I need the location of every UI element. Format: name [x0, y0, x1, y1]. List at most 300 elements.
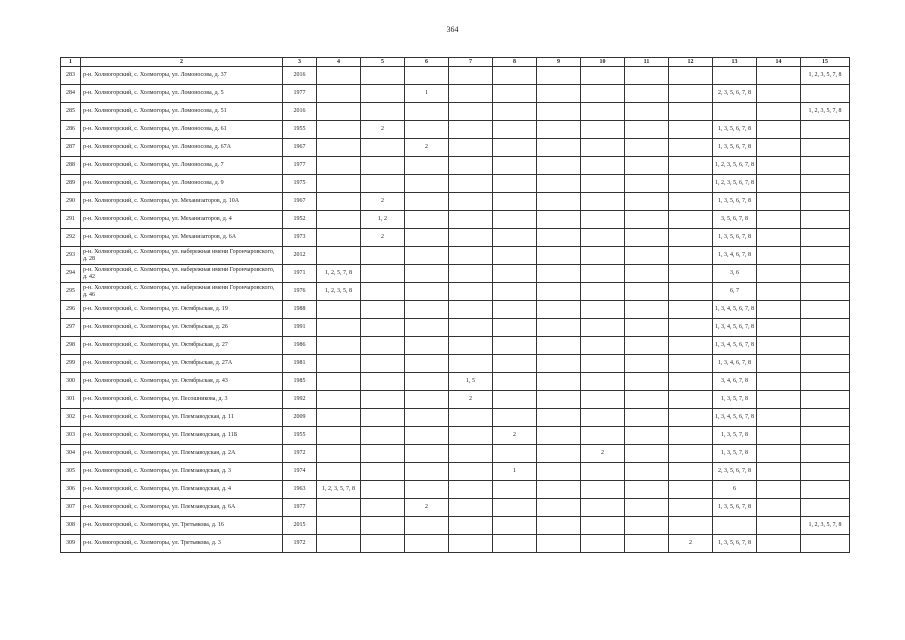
table-row — [61, 337, 850, 355]
table-cell-col-8 — [493, 247, 537, 265]
table-cell-col-1: 286 — [61, 121, 81, 139]
table-cell-col-7 — [449, 283, 493, 301]
table-cell-col-2: р-н. Холмогорский, с. Холмогоры, ул. Ломоносова, д. 7 — [81, 157, 283, 175]
table-cell-col-12 — [669, 211, 713, 229]
column-header-7: 7 — [449, 58, 493, 67]
table-cell-col-5 — [361, 247, 405, 265]
table-cell-col-11 — [625, 175, 669, 193]
table-cell-col-12 — [669, 427, 713, 445]
table-cell-col-8 — [493, 193, 537, 211]
table-cell-col-6 — [405, 175, 449, 193]
table-cell-col-7 — [449, 175, 493, 193]
table-cell-col-10 — [581, 481, 625, 499]
table-cell-col-7 — [449, 157, 493, 175]
table-cell-col-4 — [317, 103, 361, 121]
table-cell-col-11 — [625, 481, 669, 499]
table-cell-col-2: р-н. Холмогорский, с. Холмогоры, ул. Племзаводская, д. 4 — [81, 481, 283, 499]
table-cell-col-9 — [537, 445, 581, 463]
table-cell-col-1: 303 — [61, 427, 81, 445]
table-cell-col-14 — [757, 445, 801, 463]
table-cell-col-15 — [801, 247, 850, 265]
table-cell-col-7: 2 — [449, 391, 493, 409]
table-cell-col-15 — [801, 319, 850, 337]
table-cell-col-7 — [449, 355, 493, 373]
table-cell-col-7 — [449, 139, 493, 157]
table-cell-col-6 — [405, 481, 449, 499]
table-cell-col-12 — [669, 445, 713, 463]
table-cell-col-10 — [581, 283, 625, 301]
table-cell-col-10 — [581, 319, 625, 337]
table-cell-col-4 — [317, 427, 361, 445]
table-cell-col-13: 1, 3, 5, 6, 7, 8 — [713, 193, 757, 211]
table-cell-col-12 — [669, 139, 713, 157]
table-cell-col-4 — [317, 373, 361, 391]
table-row — [61, 139, 850, 157]
table-cell-col-11 — [625, 301, 669, 319]
table-cell-col-13: 1, 2, 3, 5, 6, 7, 8 — [713, 175, 757, 193]
table-cell-col-12 — [669, 121, 713, 139]
table-cell-col-4 — [317, 175, 361, 193]
table-cell-col-5 — [361, 157, 405, 175]
table-cell-col-15 — [801, 193, 850, 211]
table-cell-col-10 — [581, 103, 625, 121]
table-cell-col-13: 6, 7 — [713, 283, 757, 301]
table-cell-col-1: 299 — [61, 355, 81, 373]
table-cell-col-9 — [537, 175, 581, 193]
table-cell-col-7 — [449, 499, 493, 517]
table-cell-col-14 — [757, 427, 801, 445]
table-cell-col-5 — [361, 427, 405, 445]
table-cell-col-14 — [757, 139, 801, 157]
table-cell-col-12 — [669, 67, 713, 85]
table-cell-col-13: 3, 6 — [713, 265, 757, 283]
table-cell-col-11 — [625, 103, 669, 121]
table-cell-col-6 — [405, 445, 449, 463]
table-cell-col-10 — [581, 427, 625, 445]
table-cell-col-1: 290 — [61, 193, 81, 211]
table-cell-col-13 — [713, 67, 757, 85]
table-cell-col-15 — [801, 445, 850, 463]
table-cell-col-14 — [757, 481, 801, 499]
column-header-5: 5 — [361, 58, 405, 67]
table-cell-col-9 — [537, 67, 581, 85]
table-cell-col-14 — [757, 337, 801, 355]
table-cell-col-7 — [449, 517, 493, 535]
table-cell-col-4 — [317, 247, 361, 265]
table-row — [61, 535, 850, 553]
table-cell-col-5: 2 — [361, 121, 405, 139]
table-cell-col-14 — [757, 157, 801, 175]
table-cell-col-11 — [625, 391, 669, 409]
table-cell-col-8 — [493, 103, 537, 121]
table-cell-col-10 — [581, 535, 625, 553]
table-cell-col-7 — [449, 427, 493, 445]
column-header-9: 9 — [537, 58, 581, 67]
table-cell-col-2: р-н. Холмогорский, с. Холмогоры, ул. Механизаторов, д. 4 — [81, 211, 283, 229]
table-cell-col-3: 1955 — [283, 427, 317, 445]
table-cell-col-8 — [493, 535, 537, 553]
table-cell-col-3: 1973 — [283, 229, 317, 247]
table-cell-col-14 — [757, 229, 801, 247]
table-cell-col-7 — [449, 409, 493, 427]
table-cell-col-4 — [317, 409, 361, 427]
table-cell-col-2: р-н. Холмогорский, с. Холмогоры, ул. Племзаводская, д. 3 — [81, 463, 283, 481]
table-cell-col-2: р-н. Холмогорский, с. Холмогоры, ул. Племзаводская, д. 2А — [81, 445, 283, 463]
table-cell-col-11 — [625, 247, 669, 265]
column-header-6: 6 — [405, 58, 449, 67]
table-cell-col-9 — [537, 211, 581, 229]
table-cell-col-14 — [757, 211, 801, 229]
table-cell-col-4 — [317, 85, 361, 103]
table-cell-col-9 — [537, 229, 581, 247]
table-cell-col-3: 2009 — [283, 409, 317, 427]
table-cell-col-11 — [625, 157, 669, 175]
table-cell-col-6 — [405, 517, 449, 535]
table-cell-col-11 — [625, 265, 669, 283]
table-cell-col-3: 1967 — [283, 139, 317, 157]
table-cell-col-14 — [757, 517, 801, 535]
table-cell-col-7 — [449, 445, 493, 463]
table-row — [61, 265, 850, 283]
table-cell-col-3: 1981 — [283, 355, 317, 373]
table-cell-col-10 — [581, 265, 625, 283]
table-cell-col-5 — [361, 337, 405, 355]
table-cell-col-15: 1, 2, 3, 5, 7, 8 — [801, 67, 850, 85]
table-cell-col-4 — [317, 121, 361, 139]
table-cell-col-1: 308 — [61, 517, 81, 535]
table-cell-col-9 — [537, 193, 581, 211]
table-cell-col-6 — [405, 103, 449, 121]
table-cell-col-10 — [581, 517, 625, 535]
table-cell-col-1: 294 — [61, 265, 81, 283]
table-cell-col-14 — [757, 301, 801, 319]
table-cell-col-10 — [581, 157, 625, 175]
table-cell-col-12 — [669, 157, 713, 175]
table-cell-col-15 — [801, 409, 850, 427]
table-cell-col-1: 305 — [61, 463, 81, 481]
table-cell-col-6 — [405, 391, 449, 409]
table-cell-col-7 — [449, 319, 493, 337]
table-cell-col-6 — [405, 67, 449, 85]
table-cell-col-15 — [801, 85, 850, 103]
table-cell-col-10 — [581, 337, 625, 355]
table-cell-col-5 — [361, 319, 405, 337]
table-cell-col-6 — [405, 373, 449, 391]
table-cell-col-5 — [361, 265, 405, 283]
table-cell-col-4 — [317, 193, 361, 211]
table-cell-col-8 — [493, 373, 537, 391]
table-cell-col-10 — [581, 499, 625, 517]
table-cell-col-10 — [581, 175, 625, 193]
table-cell-col-5 — [361, 301, 405, 319]
table-cell-col-15 — [801, 463, 850, 481]
table-cell-col-3: 1977 — [283, 499, 317, 517]
table-cell-col-3: 2012 — [283, 247, 317, 265]
table-cell-col-8 — [493, 211, 537, 229]
table-cell-col-10 — [581, 229, 625, 247]
table-row — [61, 283, 850, 301]
table-cell-col-1: 288 — [61, 157, 81, 175]
table-cell-col-4 — [317, 391, 361, 409]
table-cell-col-9 — [537, 337, 581, 355]
table-cell-col-4 — [317, 337, 361, 355]
table-row — [61, 67, 850, 85]
table-cell-col-2: р-н. Холмогорский, с. Холмогоры, ул. Ломоносова, д. 67А — [81, 139, 283, 157]
table-cell-col-14 — [757, 103, 801, 121]
table-cell-col-12 — [669, 409, 713, 427]
table-cell-col-14 — [757, 265, 801, 283]
table-cell-col-4 — [317, 301, 361, 319]
table-cell-col-9 — [537, 265, 581, 283]
table-cell-col-11 — [625, 355, 669, 373]
table-cell-col-5: 2 — [361, 229, 405, 247]
table-cell-col-4 — [317, 499, 361, 517]
table-cell-col-3: 1972 — [283, 445, 317, 463]
table-cell-col-15: 1, 2, 3, 5, 7, 8 — [801, 517, 850, 535]
table-cell-col-2: р-н. Холмогорский, с. Холмогоры, ул. Ломоносова, д. 9 — [81, 175, 283, 193]
table-cell-col-9 — [537, 409, 581, 427]
table-header-row — [61, 58, 850, 67]
table-cell-col-2: р-н. Холмогорский, с. Холмогоры, ул. Третьякова, д. 3 — [81, 535, 283, 553]
table-cell-col-8 — [493, 175, 537, 193]
column-header-2: 2 — [81, 58, 283, 67]
table-cell-col-5 — [361, 355, 405, 373]
table-cell-col-13: 6 — [713, 481, 757, 499]
table-cell-col-13: 1, 2, 3, 5, 6, 7, 8 — [713, 157, 757, 175]
table-cell-col-11 — [625, 337, 669, 355]
table-row — [61, 499, 850, 517]
table-cell-col-15 — [801, 391, 850, 409]
table-cell-col-15 — [801, 427, 850, 445]
table-cell-col-1: 296 — [61, 301, 81, 319]
column-header-12: 12 — [669, 58, 713, 67]
table-cell-col-14 — [757, 391, 801, 409]
table-cell-col-5 — [361, 445, 405, 463]
table-cell-col-9 — [537, 355, 581, 373]
table-cell-col-9 — [537, 247, 581, 265]
table-cell-col-3: 1952 — [283, 211, 317, 229]
table-cell-col-13: 1, 3, 4, 5, 6, 7, 8 — [713, 337, 757, 355]
table-cell-col-2: р-н. Холмогорский, с. Холмогоры, ул. Ломоносова, д. 37 — [81, 67, 283, 85]
table-cell-col-15 — [801, 139, 850, 157]
table-cell-col-15 — [801, 535, 850, 553]
table-cell-col-4 — [317, 445, 361, 463]
table-row — [61, 301, 850, 319]
table-cell-col-6 — [405, 301, 449, 319]
table-cell-col-7 — [449, 121, 493, 139]
table-cell-col-8 — [493, 265, 537, 283]
table-cell-col-12 — [669, 229, 713, 247]
table-cell-col-9 — [537, 481, 581, 499]
table-cell-col-4 — [317, 139, 361, 157]
table-cell-col-15 — [801, 211, 850, 229]
table-cell-col-7 — [449, 301, 493, 319]
table-cell-col-1: 297 — [61, 319, 81, 337]
table-cell-col-1: 291 — [61, 211, 81, 229]
table-cell-col-5 — [361, 517, 405, 535]
table-cell-col-3: 1976 — [283, 283, 317, 301]
table-cell-col-12 — [669, 301, 713, 319]
table-cell-col-3: 1992 — [283, 391, 317, 409]
table-cell-col-8 — [493, 229, 537, 247]
table-cell-col-3: 1963 — [283, 481, 317, 499]
table-cell-col-12 — [669, 319, 713, 337]
table-cell-col-15 — [801, 499, 850, 517]
table-cell-col-1: 295 — [61, 283, 81, 301]
table-cell-col-8 — [493, 283, 537, 301]
table-cell-col-9 — [537, 427, 581, 445]
table-cell-col-9 — [537, 283, 581, 301]
table-cell-col-11 — [625, 229, 669, 247]
table-cell-col-11 — [625, 409, 669, 427]
table-cell-col-4 — [317, 157, 361, 175]
table-cell-col-15 — [801, 175, 850, 193]
table-cell-col-2: р-н. Холмогорский, с. Холмогоры, ул. набережная имени Горончаровского, д. 42 — [81, 265, 283, 283]
table-cell-col-8 — [493, 391, 537, 409]
table-cell-col-13: 2, 3, 5, 6, 7, 8 — [713, 463, 757, 481]
table-cell-col-1: 284 — [61, 85, 81, 103]
table-cell-col-1: 304 — [61, 445, 81, 463]
table-cell-col-7: 1, 5 — [449, 373, 493, 391]
table-cell-col-12 — [669, 373, 713, 391]
table-cell-col-6 — [405, 157, 449, 175]
table-cell-col-6 — [405, 409, 449, 427]
table-cell-col-14 — [757, 247, 801, 265]
table-cell-col-1: 285 — [61, 103, 81, 121]
table-cell-col-12 — [669, 391, 713, 409]
table-cell-col-12 — [669, 193, 713, 211]
table-cell-col-8: 2 — [493, 427, 537, 445]
table-row — [61, 157, 850, 175]
table-cell-col-12 — [669, 517, 713, 535]
table-cell-col-14 — [757, 175, 801, 193]
table-cell-col-15 — [801, 283, 850, 301]
table-cell-col-8 — [493, 139, 537, 157]
table-cell-col-9 — [537, 499, 581, 517]
table-cell-col-8 — [493, 481, 537, 499]
table-cell-col-10: 2 — [581, 445, 625, 463]
table-cell-col-12 — [669, 499, 713, 517]
table-row — [61, 193, 850, 211]
table-cell-col-6 — [405, 337, 449, 355]
table-cell-col-2: р-н. Холмогорский, с. Холмогоры, ул. Племзаводская, д. 11Б — [81, 427, 283, 445]
table-cell-col-2: р-н. Холмогорский, с. Холмогоры, ул. Ломоносова, д. 5 — [81, 85, 283, 103]
table-cell-col-8 — [493, 67, 537, 85]
table-cell-col-13: 1, 3, 5, 6, 7, 8 — [713, 499, 757, 517]
table-cell-col-7 — [449, 103, 493, 121]
table-cell-col-4 — [317, 355, 361, 373]
table-cell-col-9 — [537, 517, 581, 535]
table-cell-col-3: 1977 — [283, 157, 317, 175]
table-cell-col-14 — [757, 319, 801, 337]
table-cell-col-11 — [625, 499, 669, 517]
table-cell-col-8: 1 — [493, 463, 537, 481]
table-cell-col-7 — [449, 247, 493, 265]
table-cell-col-8 — [493, 85, 537, 103]
table-row — [61, 481, 850, 499]
table-cell-col-10 — [581, 301, 625, 319]
buildings-table — [60, 57, 850, 553]
table-cell-col-4 — [317, 463, 361, 481]
table-cell-col-8 — [493, 121, 537, 139]
column-header-10: 10 — [581, 58, 625, 67]
table-cell-col-10 — [581, 211, 625, 229]
table-cell-col-2: р-н. Холмогорский, с. Холмогоры, ул. Песошникова, д. 3 — [81, 391, 283, 409]
table-cell-col-1: 293 — [61, 247, 81, 265]
table-cell-col-10 — [581, 391, 625, 409]
table-cell-col-5 — [361, 535, 405, 553]
table-cell-col-8 — [493, 157, 537, 175]
table-cell-col-13: 1, 3, 5, 7, 8 — [713, 391, 757, 409]
table-row — [61, 391, 850, 409]
table-cell-col-5 — [361, 481, 405, 499]
table-cell-col-5 — [361, 103, 405, 121]
table-cell-col-8 — [493, 355, 537, 373]
table-cell-col-8 — [493, 409, 537, 427]
table-cell-col-12 — [669, 355, 713, 373]
table-cell-col-12 — [669, 481, 713, 499]
table-cell-col-5 — [361, 67, 405, 85]
table-cell-col-13: 1, 3, 4, 5, 6, 7, 8 — [713, 409, 757, 427]
table-cell-col-2: р-н. Холмогорский, с. Холмогоры, ул. Октябрьская, д. 43 — [81, 373, 283, 391]
table-cell-col-10 — [581, 85, 625, 103]
table-cell-col-8 — [493, 319, 537, 337]
table-cell-col-1: 300 — [61, 373, 81, 391]
table-cell-col-6 — [405, 193, 449, 211]
table-cell-col-14 — [757, 499, 801, 517]
table-cell-col-6 — [405, 247, 449, 265]
table-cell-col-6 — [405, 265, 449, 283]
table-cell-col-10 — [581, 409, 625, 427]
table-row — [61, 103, 850, 121]
table-cell-col-3: 2016 — [283, 67, 317, 85]
table-row — [61, 355, 850, 373]
table-cell-col-4: 1, 2, 5, 7, 8 — [317, 265, 361, 283]
table-cell-col-3: 1972 — [283, 535, 317, 553]
table-cell-col-5 — [361, 85, 405, 103]
table-cell-col-1: 289 — [61, 175, 81, 193]
table-cell-col-13: 1, 3, 4, 5, 6, 7, 8 — [713, 301, 757, 319]
table-cell-col-4 — [317, 535, 361, 553]
table-cell-col-15 — [801, 265, 850, 283]
table-cell-col-4 — [317, 319, 361, 337]
table-cell-col-14 — [757, 463, 801, 481]
table-cell-col-3: 1974 — [283, 463, 317, 481]
table-cell-col-13 — [713, 517, 757, 535]
table-row — [61, 211, 850, 229]
table-cell-col-7 — [449, 229, 493, 247]
table-cell-col-13: 1, 3, 5, 7, 8 — [713, 427, 757, 445]
table-cell-col-9 — [537, 301, 581, 319]
table-cell-col-7 — [449, 193, 493, 211]
table-row — [61, 85, 850, 103]
table-cell-col-3: 1977 — [283, 85, 317, 103]
table-cell-col-7 — [449, 85, 493, 103]
table-cell-col-10 — [581, 247, 625, 265]
table-cell-col-13 — [713, 103, 757, 121]
table-cell-col-2: р-н. Холмогорский, с. Холмогоры, ул. Механизаторов, д. 6А — [81, 229, 283, 247]
table-cell-col-6 — [405, 319, 449, 337]
table-row — [61, 319, 850, 337]
table-cell-col-12: 2 — [669, 535, 713, 553]
table-cell-col-8 — [493, 445, 537, 463]
table-cell-col-2: р-н. Холмогорский, с. Холмогоры, ул. Ломоносова, д. 61 — [81, 121, 283, 139]
table-cell-col-3: 1991 — [283, 319, 317, 337]
table-cell-col-14 — [757, 283, 801, 301]
table-cell-col-6 — [405, 283, 449, 301]
table-cell-col-4 — [317, 67, 361, 85]
table-cell-col-6 — [405, 229, 449, 247]
